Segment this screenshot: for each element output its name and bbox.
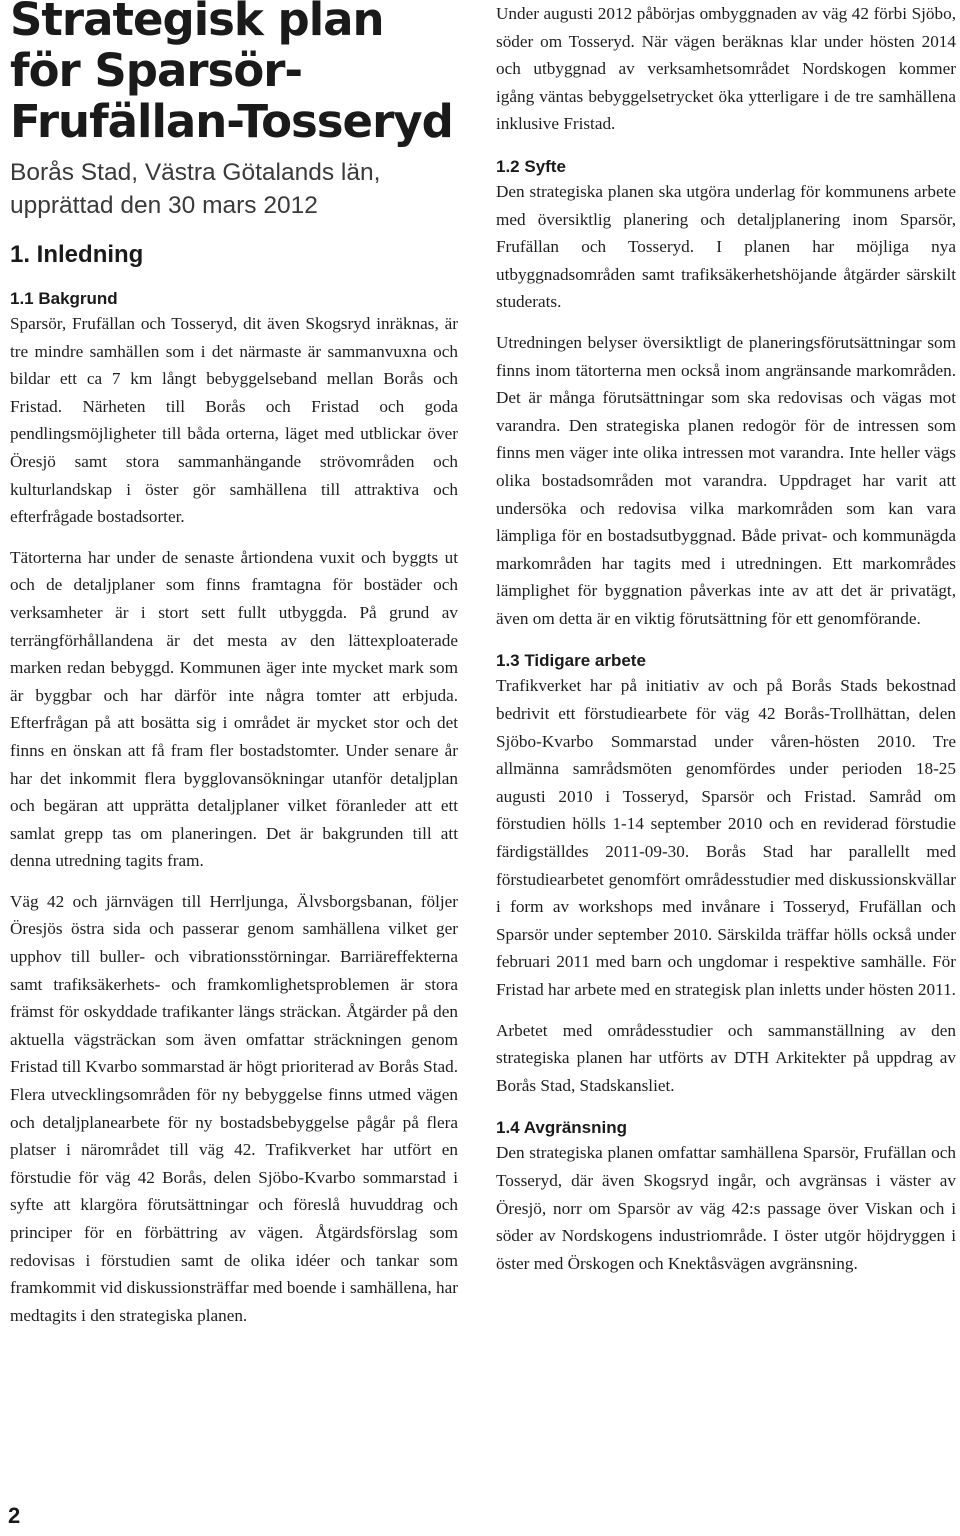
document-subtitle: Borås Stad, Västra Götalands län, upprättad den 30 mars 2012 <box>10 159 381 219</box>
page-title: Strategisk plan för Sparsör-Frufällan-Tosseryd <box>10 0 453 148</box>
left-column <box>10 0 458 1329</box>
section-heading-tidigare-arbete: 1.3 Tidigare arbete <box>496 651 646 671</box>
paragraph-bakgrund-3: Väg 42 och järnvägen till Herrljunga, Älvsborgsbanan, följer Öresjös östra sida och passerar genom samhällena vilket ger upphov till buller- och vibrationsstörningar. Barriäreffekterna samt trafiksäkerhets- och framkomlighetsproblemen är stora främst för oskyddade trafikanter längs sträckan. Åtgärder på den aktuella vägsträckan som även omfattar sträckningen genom Fristad till Kvarbo sommarstad är högt prioriterad av Borås Stad. Flera utvecklingsområden för ny bebyggelse finns utmed vägen och detaljplanearbete för ny bostadsbebyggelse pågår på flera platser i närområdet till väg 42. Trafikverket har utfört en förstudie för väg 42 Borås, delen Sjöbo-Kvarbo sommarstad i syfte att klargöra förutsättningar och föreslå huvuddrag och principer för en förbättring av vägen. Åtgärdsförslag som redovisas i förstudien samt de olika idéer och tankar som framkommit vid diskussionsträffar med boende i samhällena, har medtagits i den strategiska planen. <box>10 891 458 1325</box>
right-column <box>496 0 956 1277</box>
paragraph-tidigare-arbete-2: Arbetet med områdesstudier och sammanställning av den strategiska planen har utförts av DTH Arkitekter på uppdrag av Borås Stad, Stadskansliet. <box>496 1020 956 1095</box>
page-number: 2 <box>8 1503 21 1528</box>
section-heading-inledning: 1. Inledning <box>10 241 144 268</box>
paragraph-bakgrund-2: Tätorterna har under de senaste årtiondena vuxit och byggts ut och de detaljplaner som finns framtagna för bostäder och verksamheter är i stort sett fullt utbyggda. På grund av terrängförhållandena är det mesta av den lättexploaterade marken redan bebyggd. Kommunen äger inte mycket mark som är byggbar och har därför inte några tomter att erbjuda. Efterfrågan på att bosätta sig i området är mycket stor och det finns en önskan att få fram fler bostadstomter. Under senare år har det inkommit flera bygglovansökningar utanför detaljplan och begäran att upprätta detaljplaner vilket föranleder att ett samlat grepp tas om planeringen. Det är bakgrunden till att denna utredning tagits fram. <box>10 547 458 871</box>
paragraph-tidigare-arbete-1: Trafikverket har på initiativ av och på Borås Stads bekostnad bedrivit ett förstudiearbete för väg 42 Borås-Trollhättan, delen Sjöbo-Kvarbo Sommarstad under våren-hösten 2010. Tre allmänna samrådsmöten genomfördes under perioden 18-25 augusti 2010 i Tosseryd, Sparsör och Fristad. Samråd om förstudien hölls 1-14 september 2010 och en reviderad förstudie färdigställdes 2011-09-30. Borås Stad har parallellt med förstudiearbetet genomfört områdesstudier med diskussionskvällar i form av workshops med invånare i Tosseryd, Frufällan och Sparsör under september 2010. Särskilda träffar hölls också under februari 2011 med barn och ungdomar i respektive samhälle. För Fristad har arbete med en strategisk plan inletts under hösten 2011. <box>496 676 956 999</box>
paragraph-syfte-1: Den strategiska planen ska utgöra underlag för kommunens arbete med översiktlig planering och detaljplanering inom Sparsör, Frufällan och Tosseryd. I planen har möjliga nya utbyggnadsområden samt trafiksäkerhetshöjande åtgärder särskilt studerats. <box>496 181 956 312</box>
paragraph-syfte-2: Utredningen belyser översiktligt de planeringsförutsättningar som finns inom tätorterna men också inom angränsande markområden. Det är många förutsättningar som ska redovisas och vägas mot varandra. Den strategiska planen redogör för de intressen som finns men väger inte olika intressen mot varandra. Inte heller vägs olika bostadsområden mot varandra. Uppdraget har varit att undersöka och redovisa vilka markområden som kan vara lämpliga för en bostadsutbyggnad. Både privat- och kommunägda markområden har tagits med i utredningen. Ett markområdes lämplighet för byggnation påverkas inte av att det är privatägt, även om detta är en viktig förutsättning för ett genomförande. <box>496 332 956 628</box>
section-heading-syfte: 1.2 Syfte <box>496 156 566 176</box>
paragraph-bakgrund-1: Sparsör, Frufällan och Tosseryd, dit även Skogsryd inräknas, är tre mindre samhällen som i det närmaste är sammanvuxna och bildar ett ca 7 km långt bebyggelseband mellan Borås och Fristad. Närheten till Borås och Fristad och goda pendlingsmöjligheter till båda orterna, läget med utblickar över Öresjö samt stora sammanhängande strövområden och kulturlandskap i öster gör samhällena till attraktiva och efterfrågade bostadsorter. <box>10 314 458 527</box>
section-heading-bakgrund: 1.1 Bakgrund <box>10 289 118 308</box>
paragraph-bakgrund-4: Under augusti 2012 påbörjas ombyggnaden av väg 42 förbi Sjöbo, söder om Tosseryd. När vägen beräknas klar under hösten 2014 och utbyggnad av verksamhetsområdet Nordskogen kommer igång väntas bebyggelsetrycket öka ytterligare i de tre samhällena inklusive Fristad. <box>496 4 956 134</box>
paragraph-avgransning-1: Den strategiska planen omfattar samhällena Sparsör, Frufällan och Tosseryd, där även Skogsryd ingår, och avgränsas i väster av Öresjö, norr om Sparsör av väg 42:s passage över Viskan och i söder av Nordskogens industriområde. I öster utgör höjdryggen i öster med Örskogen och Knektåsvägen avgränsning. <box>496 1143 956 1273</box>
section-heading-avgransning: 1.4 Avgränsning <box>496 1118 627 1138</box>
